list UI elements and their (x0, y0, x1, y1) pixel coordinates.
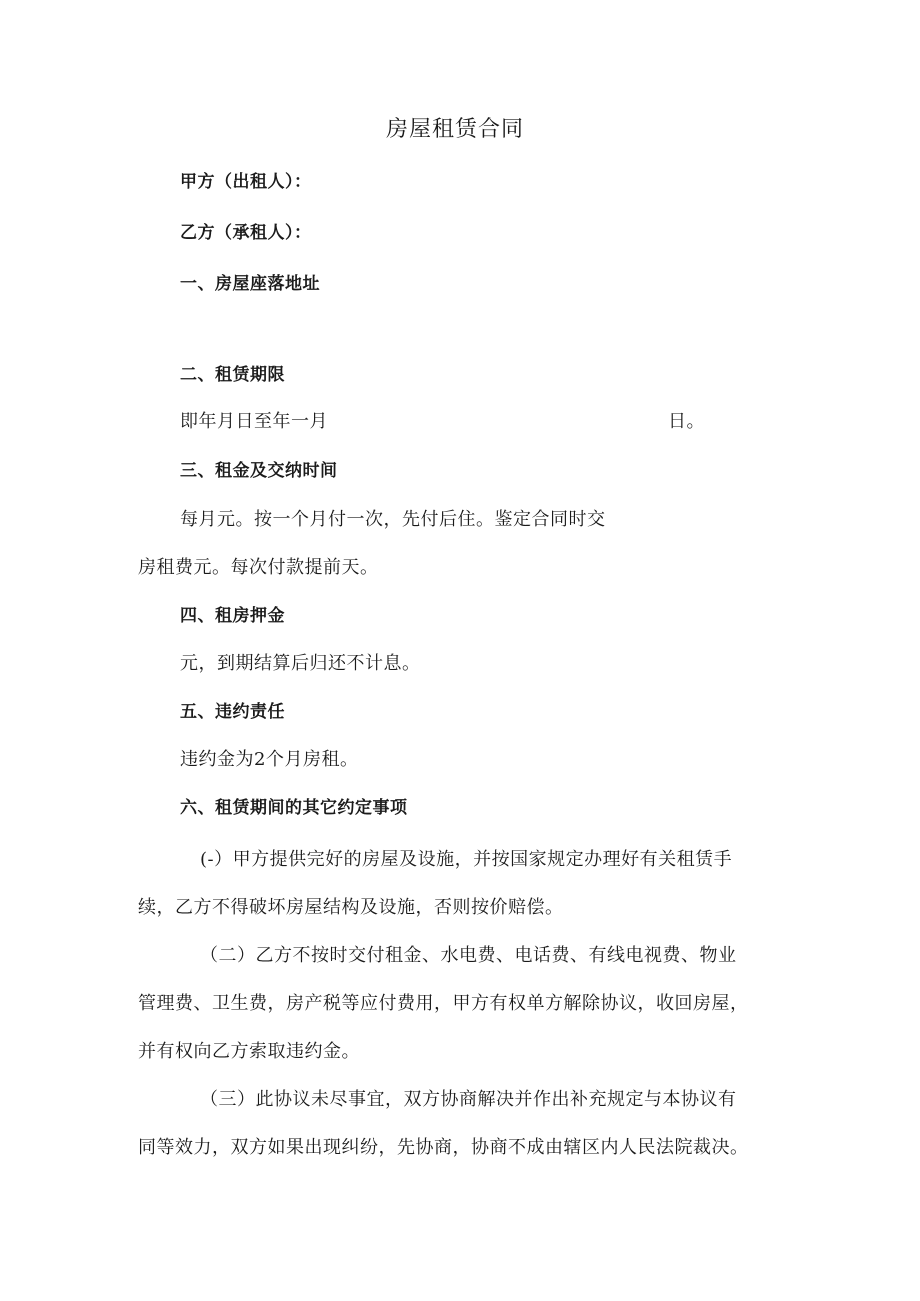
item-3-line-1: （三）此协议未尽事宜，双方协商解决并作出补充规定与本协议有 (200, 1089, 737, 1110)
party-a-label: 甲方（出租人）： (180, 172, 312, 192)
rent-line-1: 每月元。按一个月付一次，先付后住。鉴定合同时交 (180, 509, 606, 530)
item-2-line-1: （二）乙方不按时交付租金、水电费、电话费、有线电视费、物业 (200, 945, 737, 966)
lease-term-start: 即年月日至年一月 (180, 411, 328, 432)
section-1-heading: 一、房屋座落地址 (180, 274, 320, 294)
section-5-heading: 五、违约责任 (180, 702, 285, 722)
item-2-line-3: 并有权向乙方索取违约金。 (138, 1041, 360, 1062)
item-3-line-2: 同等效力，双方如果出现纠纷，先协商，协商不成由辖区内人民法院裁决。 (138, 1137, 749, 1158)
deposit-line: 元，到期结算后归还不计息。 (180, 653, 421, 674)
section-4-heading: 四、租房押金 (180, 606, 285, 626)
section-6-heading: 六、租赁期间的其它约定事项 (180, 798, 408, 818)
penalty-line: 违约金为2个月房租。 (180, 749, 359, 770)
lease-term-end: 日。 (668, 411, 705, 432)
rent-line-2: 房租费元。每次付款提前天。 (138, 557, 379, 578)
item-1-line-2: 续，乙方不得破坏房屋结构及设施，否则按价赔偿。 (138, 897, 564, 918)
item-1-line-1: (-）甲方提供完好的房屋及设施，并按国家规定办理好有关租赁手 (200, 849, 733, 870)
section-3-heading: 三、租金及交纳时间 (180, 461, 338, 481)
document-title: 房屋租赁合同 (386, 117, 525, 142)
item-2-line-2: 管理费、卫生费，房产税等应付费用，甲方有权单方解除协议，收回房屋， (138, 993, 749, 1014)
party-b-label: 乙方（承租人）： (180, 223, 312, 243)
section-2-heading: 二、租赁期限 (180, 365, 285, 385)
